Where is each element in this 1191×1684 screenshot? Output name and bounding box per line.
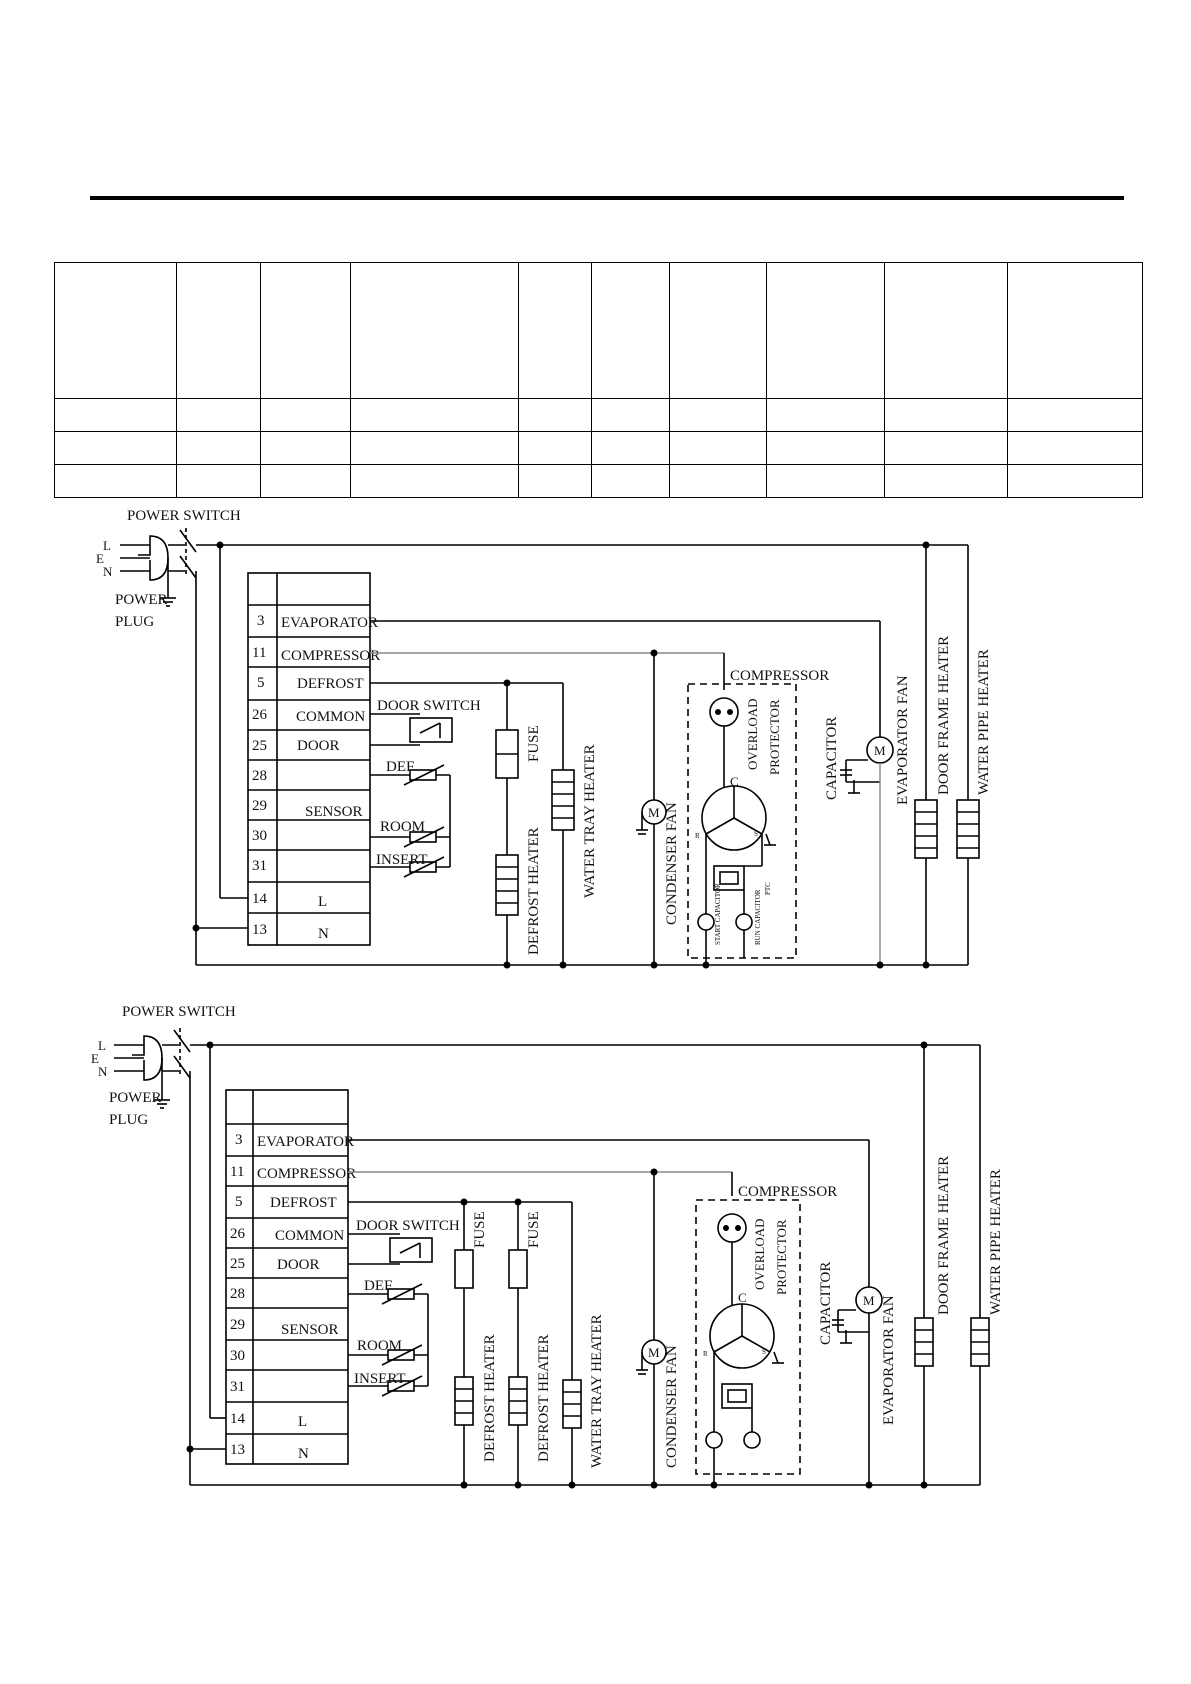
door-switch-icon [410, 718, 452, 742]
terminal-num: 28 [230, 1286, 245, 1302]
terminal-num: 13 [230, 1442, 245, 1458]
terminal-label: COMPRESSOR [257, 1166, 357, 1182]
evaporator-fan-capacitor-icon [840, 760, 880, 793]
defrost-heater-label: DEFROST HEATER [526, 827, 542, 955]
terminal-label: EVAPORATOR [281, 615, 378, 631]
terminal-label: DOOR [277, 1257, 320, 1273]
defrost-heater-2-icon [509, 1377, 527, 1425]
overload-protector-icon [718, 1214, 746, 1242]
evaporator-fan-label: EVAPORATOR FAN [895, 675, 911, 805]
terminal-num: 11 [252, 645, 267, 661]
protector-label: PROTECTOR [767, 699, 782, 775]
condenser-fan-label: CONDENSER FAN [664, 802, 680, 925]
compressor-label: COMPRESSOR [738, 1184, 838, 1200]
terminal-num: 11 [230, 1164, 245, 1180]
water-pipe-heater-label: WATER PIPE HEATER [976, 649, 992, 795]
terminal-label: N [318, 926, 329, 942]
sensor-room-label: ROOM [380, 819, 426, 835]
terminal-num: 29 [252, 798, 267, 814]
run-capacitor-icon [744, 1432, 760, 1448]
terminal-num: 13 [252, 922, 267, 938]
power-plug-label-2: PLUG [115, 614, 155, 630]
condenser-fan-label: CONDENSER FAN [664, 1345, 680, 1468]
water-tray-heater-icon [563, 1380, 581, 1428]
plug-pin-n: N [103, 564, 113, 579]
terminal-num: 26 [230, 1226, 245, 1242]
compressor-terminal-r: R [703, 1350, 708, 1358]
water-tray-heater-label: WATER TRAY HEATER [589, 1314, 605, 1468]
fuse-1-label: FUSE [472, 1211, 488, 1248]
terminal-num: 30 [230, 1348, 245, 1364]
power-plug-label-2: PLUG [109, 1112, 149, 1128]
evaporator-fan-motor-symbol: M [863, 1293, 875, 1308]
evaporator-fan-label: EVAPORATOR FAN [881, 1295, 897, 1425]
fuse-label: FUSE [526, 725, 542, 762]
terminal-num: 30 [252, 828, 267, 844]
start-capacitor-label: START CAPACITOR [714, 883, 722, 945]
terminal-num: 31 [252, 858, 267, 874]
terminal-label: L [298, 1414, 308, 1430]
terminal-num: 29 [230, 1317, 245, 1333]
terminal-label: DOOR [297, 738, 340, 754]
door-switch-label: DOOR SWITCH [377, 698, 481, 714]
evaporator-fan-motor-symbol: M [874, 743, 886, 758]
evaporator-fan-capacitor-icon [832, 1310, 869, 1343]
power-plug-label-1: POWER [115, 592, 168, 608]
fuse-2-icon [509, 1250, 527, 1288]
terminal-label: EVAPORATOR [257, 1134, 354, 1150]
terminal-label: SENSOR [281, 1322, 339, 1338]
power-switch-icon [168, 528, 196, 578]
door-switch-label: DOOR SWITCH [356, 1218, 460, 1234]
compressor-terminal-s: S [762, 1348, 766, 1356]
start-capacitor-icon [706, 1432, 722, 1448]
plug-pin-e: E [91, 1051, 99, 1066]
compressor-terminal-c: C [738, 1290, 747, 1305]
compressor-terminal-s: S [754, 830, 758, 838]
fuse-2-label: FUSE [526, 1211, 542, 1248]
door-frame-heater-icon [915, 800, 937, 858]
door-switch-icon [390, 1238, 432, 1262]
defrost-heater-1-icon [455, 1377, 473, 1425]
protector-label: PROTECTOR [774, 1219, 789, 1295]
door-frame-heater-label: DOOR FRAME HEATER [936, 1155, 952, 1315]
sensor-def-label: DEF [364, 1278, 393, 1294]
compressor-motor-icon [710, 1304, 774, 1368]
terminal-num: 5 [257, 675, 265, 691]
terminal-num: 3 [257, 613, 265, 629]
terminal-num: 14 [252, 891, 267, 907]
water-pipe-heater-icon [971, 1318, 989, 1366]
compressor-terminal-r: R [695, 832, 700, 840]
compressor-label: COMPRESSOR [730, 668, 830, 684]
run-capacitor-label: RUN CAPACITOR [754, 889, 762, 945]
terminal-label: COMPRESSOR [281, 648, 381, 664]
defrost-heater-1-label: DEFROST HEATER [482, 1334, 498, 1462]
terminal-num: 3 [235, 1132, 243, 1148]
terminal-label: SENSOR [305, 804, 363, 820]
water-tray-heater-label: WATER TRAY HEATER [582, 744, 598, 898]
terminal-num: 26 [252, 707, 267, 723]
compressor-motor-icon [702, 786, 766, 850]
power-plug-label-1: POWER [109, 1090, 162, 1106]
capacitor-label: CAPACITOR [824, 716, 840, 800]
capacitor-label: CAPACITOR [818, 1261, 834, 1345]
terminal-label: COMMON [296, 709, 366, 725]
condenser-fan-motor-symbol: M [648, 805, 660, 820]
terminal-label: COMMON [275, 1228, 345, 1244]
door-frame-heater-label: DOOR FRAME HEATER [936, 635, 952, 795]
defrost-heater-2-label: DEFROST HEATER [536, 1334, 552, 1462]
terminal-num: 5 [235, 1194, 243, 1210]
water-pipe-heater-icon [957, 800, 979, 858]
overload-label: OVERLOAD [745, 698, 760, 770]
ptc-label: PTC [764, 882, 772, 895]
terminal-label: N [298, 1446, 309, 1462]
power-switch-label: POWER SWITCH [122, 1004, 236, 1020]
fuse-1-icon [455, 1250, 473, 1288]
sensor-insert-label: INSERT [354, 1371, 406, 1387]
terminal-num: 25 [252, 738, 267, 754]
terminal-label: DEFROST [270, 1195, 337, 1211]
power-switch-icon [162, 1028, 190, 1078]
overload-label: OVERLOAD [752, 1218, 767, 1290]
run-capacitor-icon [736, 914, 752, 930]
terminal-label: L [318, 894, 328, 910]
plug-pin-e: E [96, 551, 104, 566]
sensor-insert-label: INSERT [376, 852, 428, 868]
door-frame-heater-icon [915, 1318, 933, 1366]
terminal-num: 14 [230, 1411, 245, 1427]
terminal-label: DEFROST [297, 676, 364, 692]
overload-protector-icon [710, 698, 738, 726]
condenser-fan-motor-symbol: M [648, 1345, 660, 1360]
plug-pin-l: L [98, 1038, 106, 1053]
sensor-room-label: ROOM [357, 1338, 403, 1354]
compressor-terminal-c: C [730, 774, 739, 789]
plug-pin-n: N [98, 1064, 108, 1079]
defrost-heater-icon [496, 855, 518, 915]
terminal-num: 31 [230, 1379, 245, 1395]
wiring-diagram-bottom [91, 1004, 1004, 1489]
terminal-num: 28 [252, 768, 267, 784]
water-tray-heater-icon [552, 770, 574, 830]
power-switch-label: POWER SWITCH [127, 508, 241, 524]
start-capacitor-icon [698, 914, 714, 930]
wiring-diagram-top [96, 508, 992, 969]
water-pipe-heater-label: WATER PIPE HEATER [988, 1169, 1004, 1315]
plug-pin-l: L [103, 538, 111, 553]
ptc-relay-icon [722, 1384, 752, 1408]
sensor-def-label: DEF [386, 759, 415, 775]
terminal-num: 25 [230, 1256, 245, 1272]
